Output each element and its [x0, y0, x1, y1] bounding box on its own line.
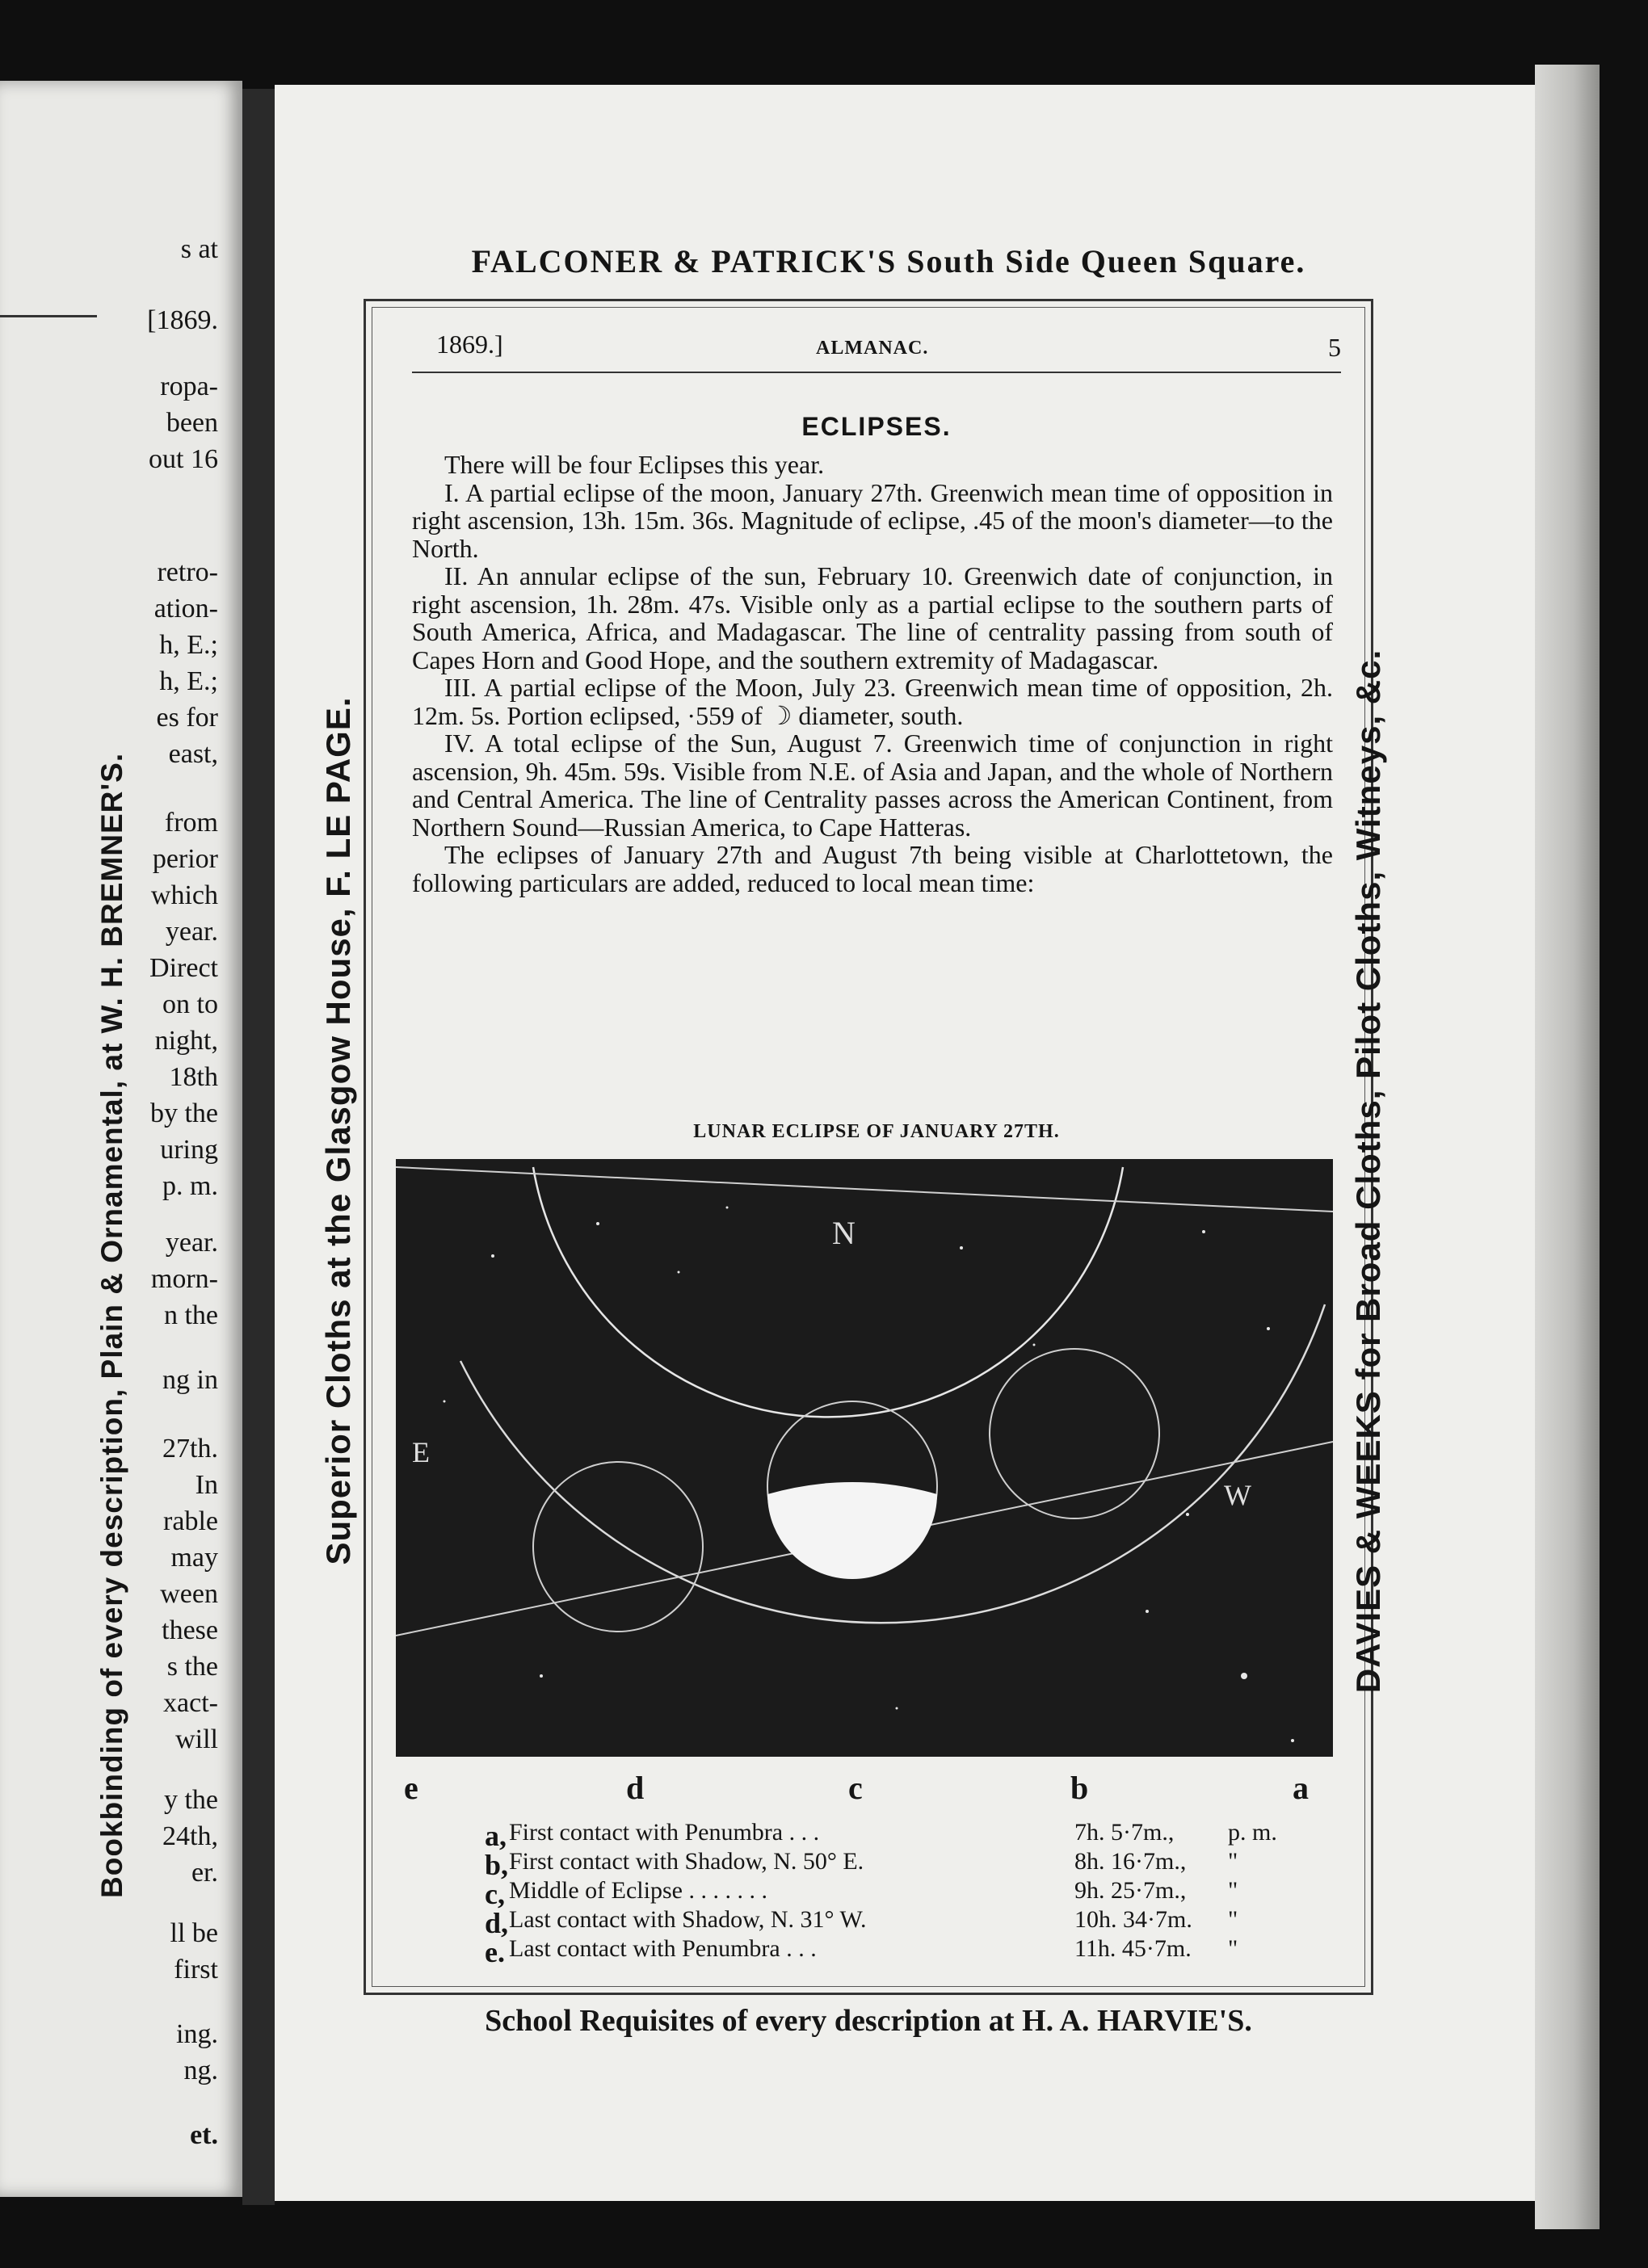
contact-label: First contact with Penumbra . . .: [509, 1819, 820, 1846]
position-label-d: d: [626, 1770, 645, 1806]
position-label-a: a: [1293, 1770, 1309, 1806]
contact-suffix: ": [1228, 1848, 1238, 1875]
eclipse-diagram-svg: [396, 1159, 1333, 1757]
left-page-line: [1869.: [147, 305, 218, 335]
contact-suffix: ": [1228, 1935, 1238, 1962]
contact-time: 7h. 5·7m.,: [1074, 1819, 1175, 1846]
eclipse-descriptions: [412, 451, 1333, 897]
right-side-advertisement: DAVIES & WEEKS for Broad Cloths, Pilot Cloths, Witneys, &c.: [1349, 649, 1387, 1694]
book-gutter: [242, 89, 275, 2205]
left-page-line: p. m.: [162, 1171, 218, 1201]
left-page-line: from: [164, 808, 218, 838]
left-page-line: ng.: [183, 2056, 218, 2085]
left-page-line: In: [195, 1470, 218, 1500]
contact-label: First contact with Shadow, N. 50° E.: [509, 1848, 864, 1875]
left-page: [0, 81, 242, 2197]
left-page-line: year.: [165, 917, 218, 947]
contact-time: 10h. 34·7m.: [1074, 1906, 1192, 1933]
north-label: N: [832, 1215, 856, 1251]
contact-label: Last contact with Penumbra . . .: [509, 1935, 817, 1962]
left-page-line: year.: [165, 1228, 218, 1258]
contact-label: Last contact with Shadow, N. 31° W.: [509, 1906, 867, 1933]
section-title: ECLIPSES.: [801, 412, 952, 441]
contact-time: 9h. 25·7m.,: [1074, 1877, 1187, 1904]
contact-row: [444, 1906, 1333, 1939]
left-page-line: out 16: [149, 444, 218, 474]
left-page-line: which: [150, 880, 218, 910]
header-year: 1869.]: [436, 330, 503, 359]
paragraph: III. A partial eclipse of the Moon, July 23. Greenwich mean time of opposition, 2h. 12m. 5s. Portion eclipsed, ·559 of ☽ diameter, south.: [412, 673, 1333, 730]
page-edge: [1535, 65, 1600, 2229]
header-title: ALMANAC.: [816, 338, 929, 359]
left-page-line: es for: [156, 703, 218, 733]
left-page-line: will: [175, 1724, 218, 1754]
contact-row: [444, 1935, 1333, 1968]
left-page-rule: [0, 315, 97, 317]
running-header: [412, 315, 1341, 373]
contact-time: 8h. 16·7m.,: [1074, 1848, 1187, 1875]
left-page-line: ll be: [170, 1918, 218, 1948]
left-page-line: 24th,: [162, 1821, 218, 1851]
paragraph: There will be four Eclipses this year.: [444, 450, 825, 479]
page-number: 5: [1328, 333, 1341, 362]
contact-row: [444, 1819, 1333, 1852]
left-page-line: y the: [163, 1785, 218, 1815]
contact-key: b,: [485, 1849, 509, 1881]
paragraph: IV. A total eclipse of the Sun, August 7. Greenwich time of conjunction in right ascension, 9h. 45m. 59s. Visible from N.E. of Asia and Japan, and the whole of Northern and Central America. The line of Centrality passes across the American Continent, from Northern Sound—Russian America, to Cape Hatteras.: [412, 729, 1333, 842]
left-page-line: ween: [160, 1579, 218, 1609]
left-page-line: h, E.;: [159, 666, 218, 696]
left-page-line: ropa-: [160, 372, 218, 401]
left-page-line: been: [166, 408, 218, 438]
position-label-c: c: [848, 1770, 863, 1806]
left-page-line: morn-: [150, 1264, 218, 1294]
left-page-vertical-ad: Bookbinding of every description, Plain & Ornamental, at W. H. BREMNER'S.: [95, 752, 128, 1898]
contact-time: 11h. 45·7m.: [1074, 1935, 1192, 1962]
paragraph: I. A partial eclipse of the moon, January 27th. Greenwich mean time of opposition in right ascension, 13h. 15m. 36s. Magnitude of eclipse, .45 of the moon's diameter—to the North.: [412, 477, 1333, 563]
diagram-background: [396, 1159, 1333, 1757]
position-label-e: e: [404, 1770, 418, 1806]
left-page-line: may: [170, 1543, 218, 1573]
left-page-line: rable: [163, 1506, 218, 1536]
contact-suffix: ": [1228, 1877, 1238, 1904]
contact-suffix: ": [1228, 1906, 1238, 1933]
left-page-line: these: [162, 1615, 218, 1645]
figure-caption: LUNAR ECLIPSE OF JANUARY 27TH.: [693, 1121, 1060, 1142]
left-page-line: retro-: [157, 557, 218, 587]
left-page-line: n the: [163, 1300, 218, 1330]
top-advertisement: FALCONER & PATRICK'S South Side Queen Square.: [471, 243, 1306, 279]
left-page-line: night,: [154, 1026, 218, 1056]
left-page-line: uring: [160, 1135, 218, 1165]
eclipse-diagram: [396, 1159, 1333, 1757]
contact-key: a,: [485, 1820, 507, 1852]
contact-suffix: p. m.: [1228, 1819, 1277, 1846]
left-page-line: 18th: [169, 1062, 218, 1092]
position-labels: [396, 1769, 1333, 1809]
contact-key: d,: [485, 1907, 509, 1939]
left-page-line: er.: [191, 1858, 218, 1888]
left-page-line: et.: [190, 2120, 218, 2150]
left-page-line: first: [174, 1955, 218, 1984]
left-page-line: s the: [166, 1652, 218, 1682]
bottom-advertisement: School Requisites of every description at H. A. HARVIE'S.: [485, 2004, 1252, 2038]
left-page-line: ng in: [162, 1365, 218, 1395]
left-page-line: on to: [162, 989, 218, 1019]
left-side-advertisement: Superior Cloths at the Glasgow House, F. LE PAGE.: [319, 696, 357, 1565]
left-page-line: ation-: [153, 594, 218, 624]
contact-key: e.: [485, 1936, 505, 1968]
west-label: W: [1224, 1479, 1251, 1511]
contact-row: [444, 1848, 1333, 1881]
left-page-line: by the: [149, 1098, 218, 1128]
paragraph: The eclipses of January 27th and August 7th being visible at Charlottetown, the following particulars are added, reduced to local mean time:: [412, 840, 1333, 897]
left-page-line: ing.: [176, 2019, 218, 2049]
left-page-line: 27th.: [162, 1434, 218, 1464]
east-label: E: [412, 1436, 430, 1468]
left-page-line: east,: [168, 739, 218, 769]
contact-label: Middle of Eclipse . . . . . . .: [509, 1877, 767, 1904]
left-page-line: h, E.;: [159, 630, 218, 660]
left-page-line: s at: [180, 234, 218, 264]
position-label-b: b: [1070, 1770, 1089, 1806]
left-page-line: perior: [152, 844, 218, 874]
left-page-line: Direct: [149, 953, 218, 983]
paragraph: II. An annular eclipse of the sun, February 10. Greenwich date of conjunction, in right ascension, 1h. 28m. 47s. Visible only as a partial eclipse to the southern parts of South America, Africa, and Madagascar. The line of centrality passing from south of Capes Horn and Good Hope, and the southern extremity of Madagascar.: [412, 561, 1333, 674]
contact-row: [444, 1877, 1333, 1910]
contact-times-table: [444, 1819, 1333, 1968]
contact-key: c,: [485, 1878, 505, 1910]
left-page-line: xact-: [163, 1688, 218, 1718]
